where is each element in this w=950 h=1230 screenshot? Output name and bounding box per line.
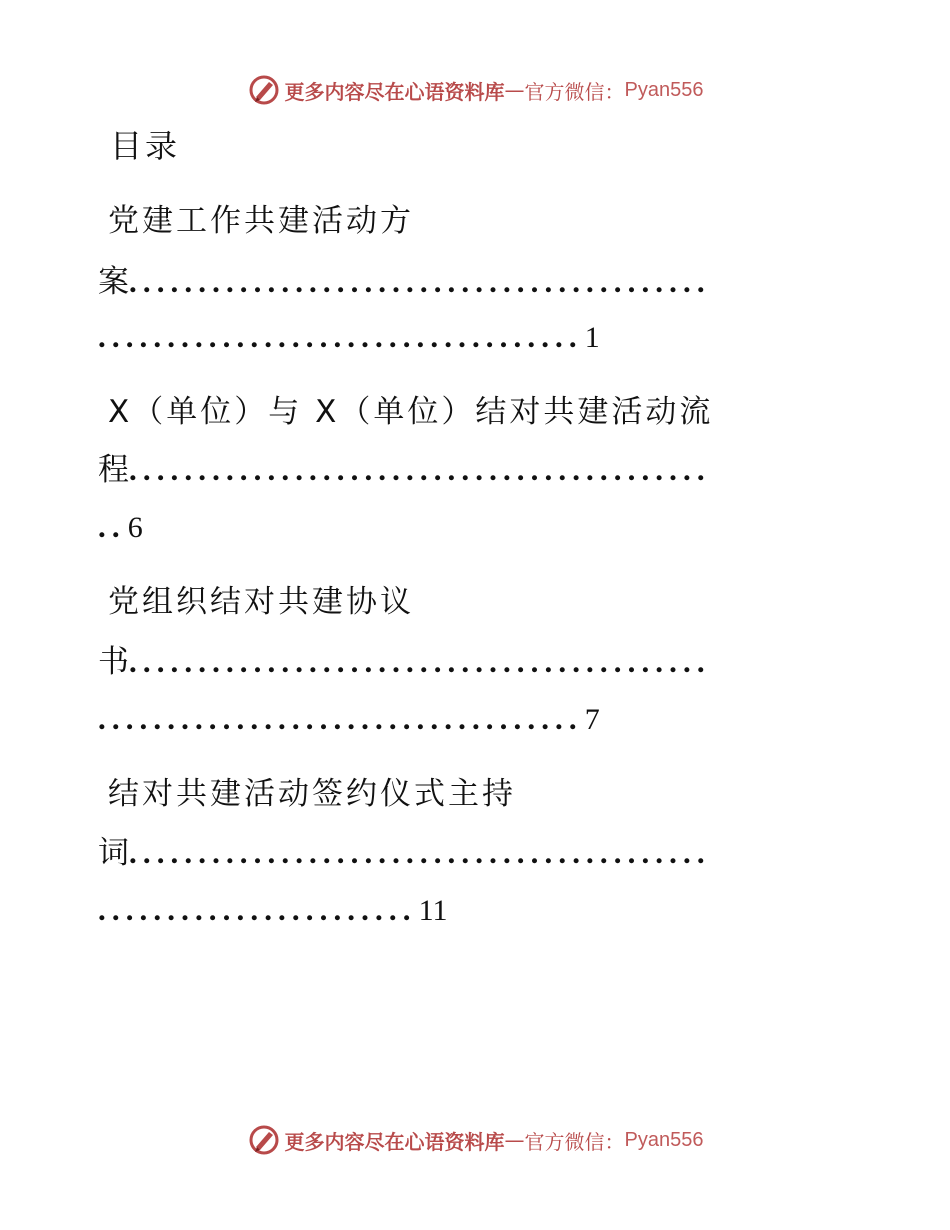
dot-leader: ................................... [98, 319, 583, 354]
dot-leader: ................................... [98, 701, 583, 736]
pen-nib-logo-icon [247, 1123, 281, 1157]
toc-entry-leader [98, 829, 850, 877]
dot-leader: .......................................... [129, 835, 711, 870]
watermark-wechat-id: Pyan556 [624, 78, 704, 101]
toc-entry-leader [98, 258, 850, 306]
watermark-wechat-id: Pyan556 [624, 1128, 704, 1151]
toc-entry-page-line [98, 886, 447, 935]
header-watermark [0, 70, 950, 110]
toc-entry-title: 结对共建活动签约仪式主持 [108, 776, 516, 812]
dot-leader: ....................... [98, 892, 417, 927]
toc-entry-page-line [98, 503, 143, 552]
toc-entry-title: X（单位）与 X（单位）结对共建活动流 [108, 394, 714, 430]
watermark-text: 更多内容尽在心语资料库 [284, 79, 505, 104]
toc-entry-tail: 程 [98, 452, 129, 488]
toc-entry-tail: 词 [98, 835, 129, 871]
dot-leader: .. [98, 509, 126, 544]
watermark-wechat-label: 官方微信： [524, 79, 625, 104]
toc-page-number: 7 [584, 703, 600, 736]
toc-entry-page-line [98, 695, 600, 744]
toc-entry-leader [98, 446, 850, 494]
toc-entry-title: 党建工作共建活动方 [108, 203, 414, 239]
toc-heading: 目录 [110, 127, 181, 165]
watermark-text: 更多内容尽在心语资料库 [284, 1129, 505, 1154]
toc-page-number: 11 [418, 894, 448, 927]
toc-entry-title: 党组织结对共建协议 [108, 584, 414, 620]
toc-entry-tail: 书 [98, 644, 129, 680]
toc-entry-page-line [98, 313, 600, 362]
toc-entry-tail: 案 [98, 264, 129, 300]
toc-entry-leader [98, 638, 850, 686]
pen-nib-logo-icon [247, 73, 281, 107]
dot-leader: .......................................... [129, 264, 711, 299]
watermark-wechat-label: 官方微信： [524, 1129, 625, 1154]
dot-leader: .......................................... [129, 644, 711, 679]
toc-page-number: 1 [584, 321, 600, 354]
watermark-separator: — [504, 78, 525, 102]
dot-leader: .......................................... [129, 452, 711, 487]
watermark-separator: — [504, 1128, 525, 1152]
footer-watermark [0, 1120, 950, 1160]
toc-page-number: 6 [127, 511, 143, 544]
